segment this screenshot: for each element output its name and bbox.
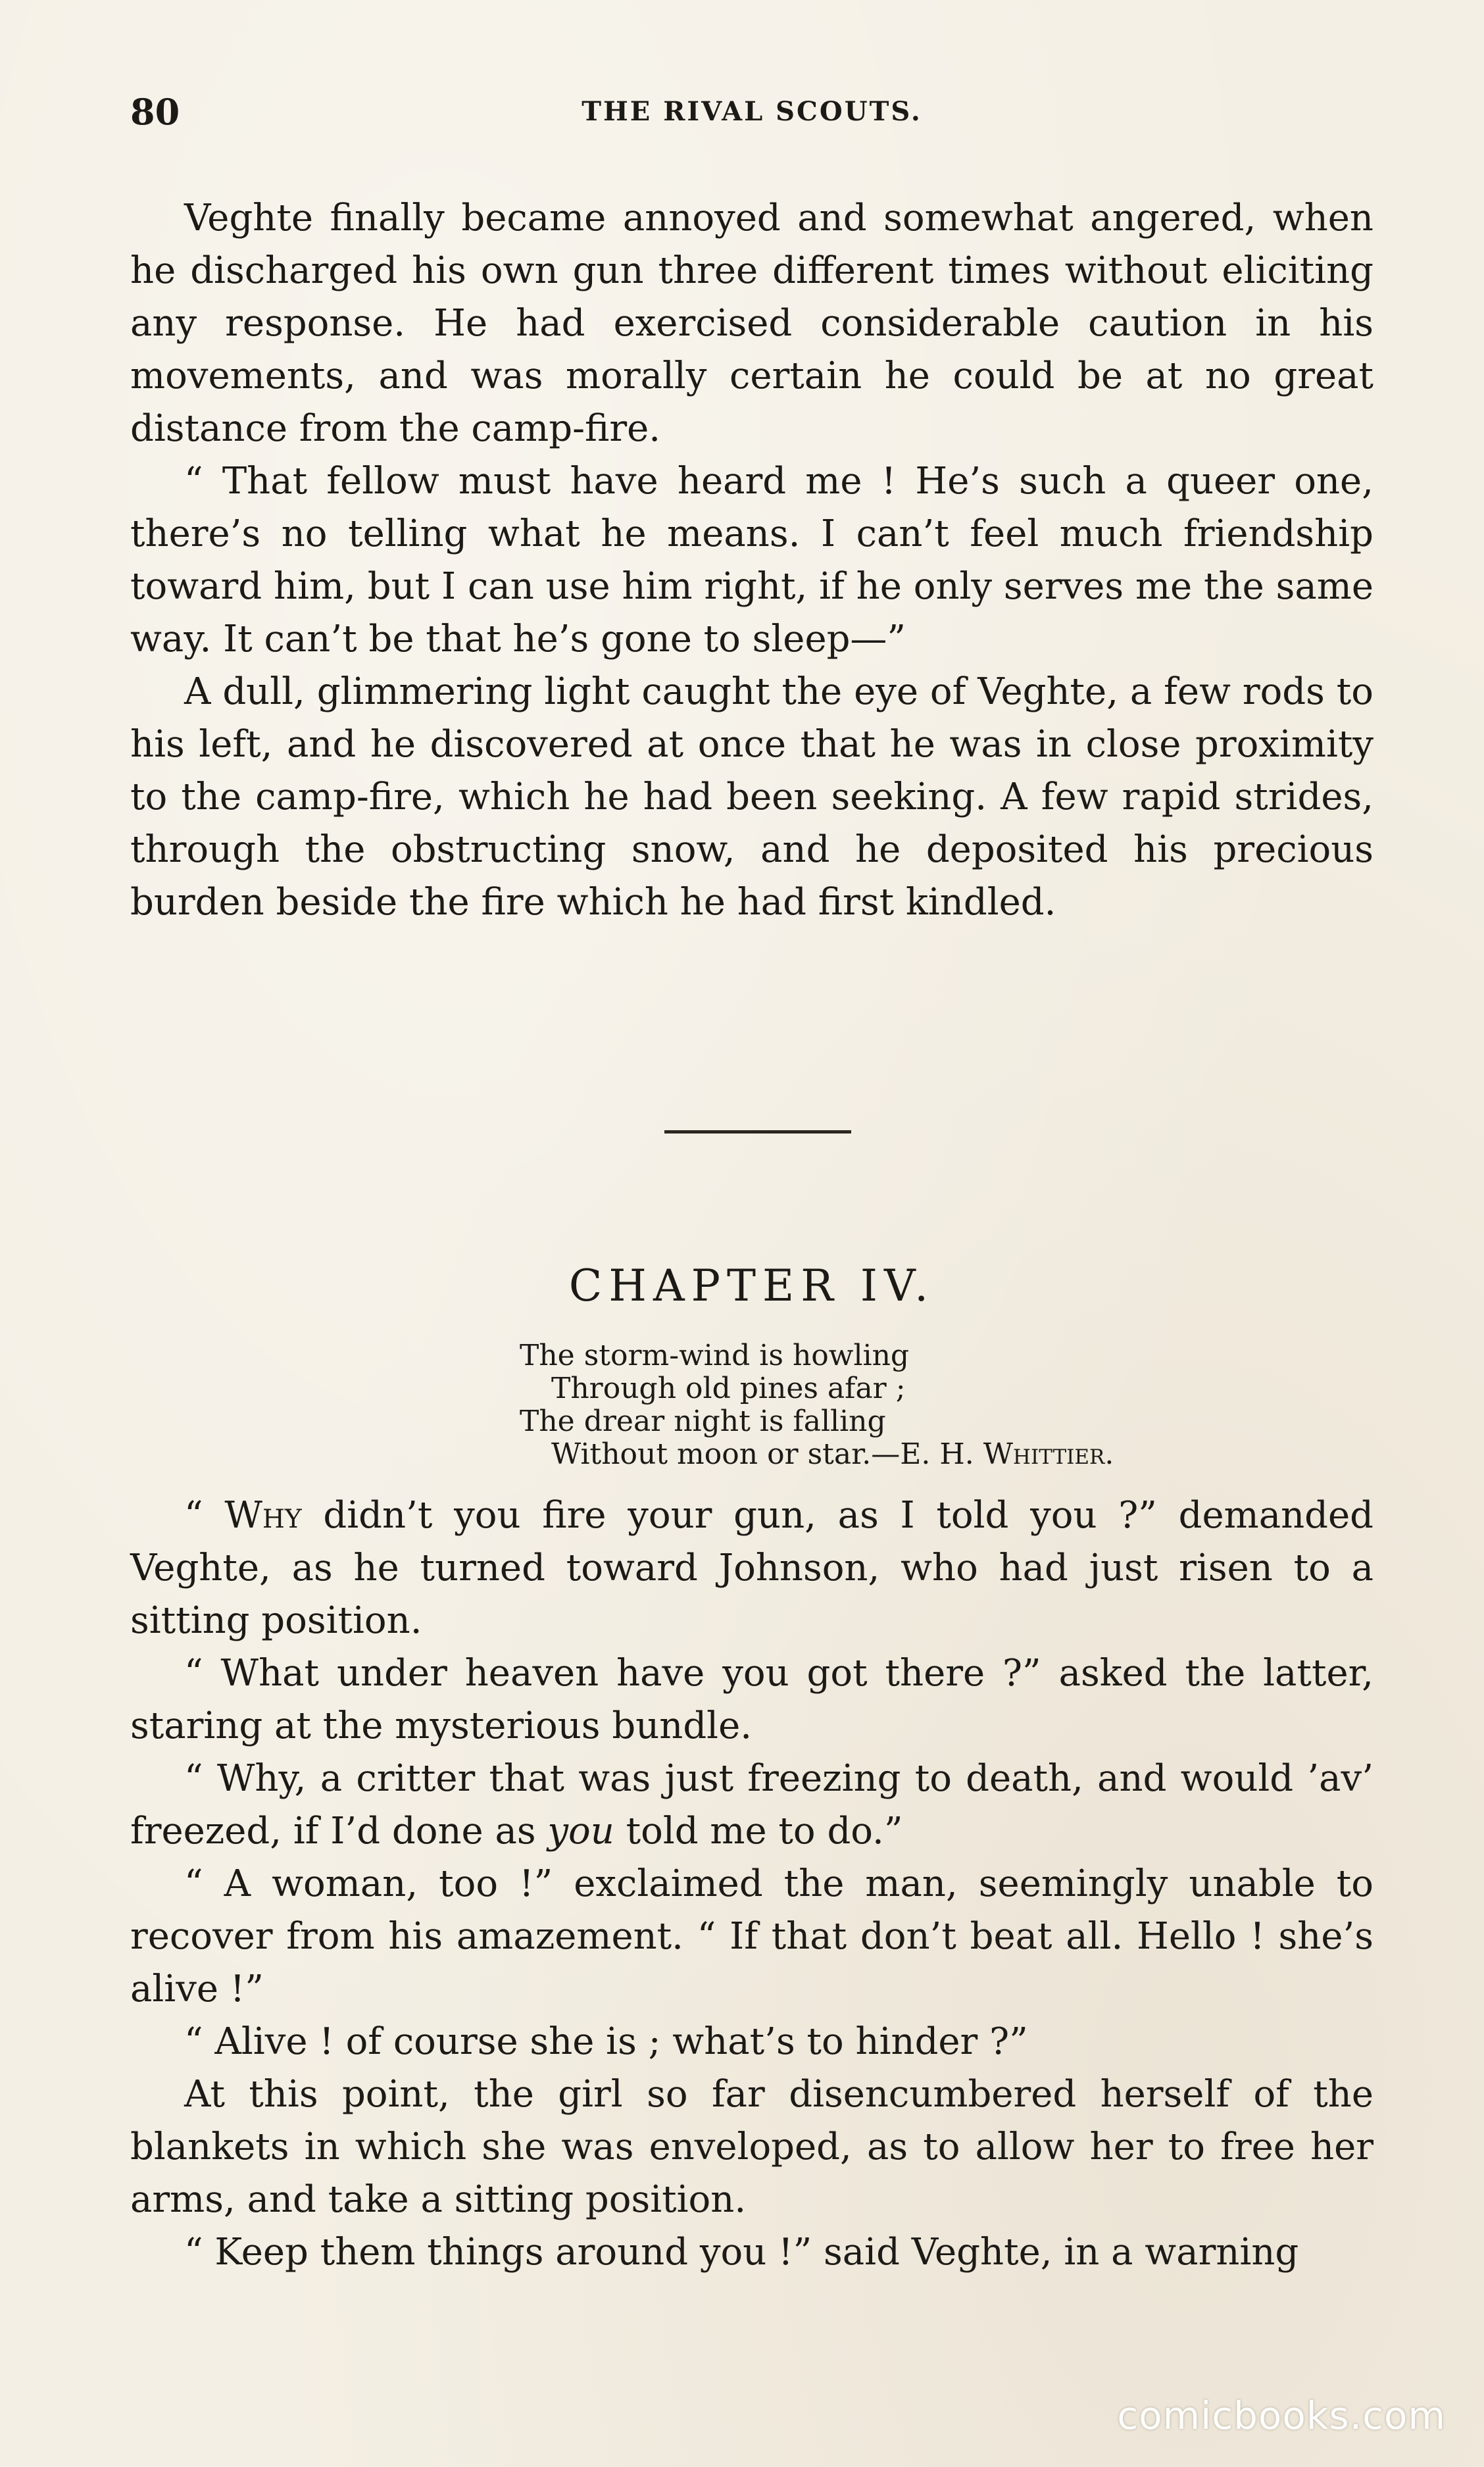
body-text-before-chapter — [130, 192, 1373, 929]
section-divider — [664, 1130, 851, 1134]
epigraph-author: E. H. Whittier. — [900, 1437, 1114, 1471]
epigraph-line: The storm-wind is howling — [520, 1339, 910, 1372]
paragraph: Veghte finally became annoyed and somewhat angered, when he discharged his own gun three different times without eliciting any response. He had exercised considerable caution in his movements, and was morally certain he could be at no great distance from the camp-fire. — [130, 197, 1373, 450]
chapter-title: CHAPTER IV. — [568, 1260, 935, 1311]
epigraph-line-final — [520, 1438, 1114, 1471]
epigraph-line: Without moon or star.— — [551, 1437, 901, 1471]
paragraph: “ What under heaven have you got there ?” asked the latter, staring at the mysterious bundle. — [130, 1652, 1373, 1747]
paragraph-text: told me to do.” — [614, 1810, 903, 1853]
paragraph: At this point, the girl so far disencumbered herself of the blankets in which she was enveloped, as to allow her to free her arms, and take a sitting position. — [130, 2073, 1373, 2221]
paragraph: “ That fellow must have heard me ! He’s such a queer one, there’s no telling what he means. I can’t feel much friendship toward him, but I can use him right, if he only serves me the same way. It can’t be that he’s gone to sleep—” — [130, 460, 1373, 660]
emphasis-text: you — [547, 1810, 614, 1853]
paragraph: A dull, glimmering light caught the eye of Veghte, a few rods to his left, and he discovered at once that he was in close proximity to the camp-fire, which he had been seeking. A few rapid strides, through the obstructing snow, and he deposited his precious burden beside the fire which he had first kindled. — [130, 670, 1373, 924]
running-head: THE RIVAL SCOUTS. — [581, 96, 922, 127]
epigraph-line: The drear night is falling — [520, 1405, 886, 1438]
chapter-epigraph — [520, 1339, 1114, 1471]
watermark: comicbooks.com — [1117, 2393, 1446, 2438]
page-header — [130, 91, 1373, 137]
body-text-chapter — [130, 1489, 1373, 2279]
paragraph — [130, 1753, 1373, 1858]
paragraph — [130, 1489, 1373, 1647]
paragraph-lead: “ Why — [184, 1494, 302, 1537]
epigraph-line: Through old pines afar ; — [551, 1372, 906, 1405]
paragraph-text: “ Why, a critter that was just freezing to death, and would ’av’ freezed, if I’d done as — [130, 1757, 1373, 1853]
paragraph: “ A woman, too !” exclaimed the man, seemingly unable to recover from his amazement. “ If that don’t beat all. Hello ! she’s alive !” — [130, 1862, 1373, 2010]
paragraph: “ Alive ! of course she is ; what’s to hinder ?” — [184, 2020, 1028, 2063]
paragraph: “ Keep them things around you !” said Veghte, in a warning — [184, 2231, 1299, 2274]
paragraph-text: didn’t you fire your gun, as I told you ?” demanded Veghte, as he turned toward Johnson, who had just risen to a sitting position. — [130, 1494, 1374, 1642]
page-number: 80 — [130, 91, 180, 133]
